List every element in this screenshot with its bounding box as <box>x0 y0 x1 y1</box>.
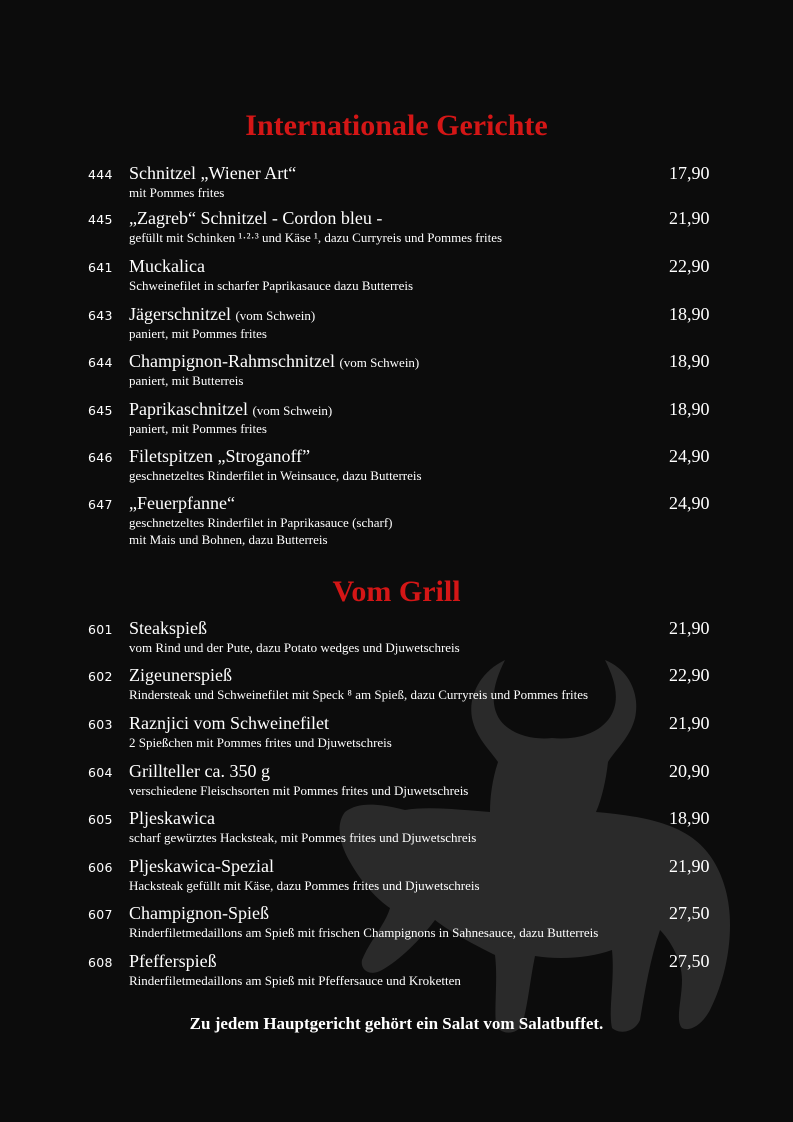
item-description: paniert, mit Pommes frites <box>129 421 267 436</box>
item-name: Pljeskawica <box>129 808 215 828</box>
item-description: geschnetzeltes Rinderfilet in Paprikasauce (scharf) mit Mais und Bohnen, dazu Butterreis <box>129 515 393 547</box>
item-price: 22,90 <box>669 256 710 276</box>
item-price: 27,50 <box>669 903 710 923</box>
item-number: 643 <box>88 308 113 323</box>
item-description: 2 Spießchen mit Pommes frites und Djuwetschreis <box>129 735 392 750</box>
item-price: 20,90 <box>669 761 710 781</box>
item-description: geschnetzeltes Rinderfilet in Weinsauce, dazu Butterreis <box>129 468 422 483</box>
item-number: 644 <box>88 355 113 370</box>
item-number: 601 <box>88 622 113 637</box>
item-price: 21,90 <box>669 856 710 876</box>
item-name: Jägerschnitzel (vom Schwein) <box>129 304 316 324</box>
item-price: 24,90 <box>669 493 710 513</box>
item-price: 18,90 <box>669 304 710 324</box>
item-number: 605 <box>88 812 113 827</box>
item-description: paniert, mit Pommes frites <box>129 326 267 341</box>
section-title-international: Internationale Gerichte <box>245 109 548 142</box>
item-description: Hacksteak gefüllt mit Käse, dazu Pommes frites und Djuwetschreis <box>129 878 480 893</box>
item-description: verschiedene Fleischsorten mit Pommes frites und Djuwetschreis <box>129 783 469 798</box>
item-number: 645 <box>88 403 113 418</box>
item-price: 21,90 <box>669 713 710 733</box>
item-name: „Zagreb“ Schnitzel - Cordon bleu - <box>129 208 383 228</box>
footer-note: Zu jedem Hauptgericht gehört ein Salat vom Salatbuffet. <box>189 1014 604 1033</box>
item-name: Raznjici vom Schweinefilet <box>129 713 329 733</box>
item-price: 17,90 <box>669 163 710 183</box>
item-description: paniert, mit Butterreis <box>129 373 244 388</box>
item-number: 641 <box>88 260 113 275</box>
section-title-grill: Vom Grill <box>332 575 461 608</box>
item-name: Grillteller ca. 350 g <box>129 761 270 781</box>
item-price: 22,90 <box>669 665 710 685</box>
item-description: Schweinefilet in scharfer Paprikasauce dazu Butterreis <box>129 278 414 293</box>
item-note: (vom Schwein) <box>252 403 333 418</box>
item-name: Champignon-Rahmschnitzel (vom Schwein) <box>129 351 420 371</box>
item-price: 18,90 <box>669 808 710 828</box>
item-number: 606 <box>88 860 113 875</box>
item-name: Muckalica <box>129 256 205 276</box>
item-number: 445 <box>88 212 113 227</box>
item-name: Pfefferspieß <box>129 951 217 971</box>
item-name: „Feuerpfanne“ <box>129 493 235 513</box>
item-description: vom Rind und der Pute, dazu Potato wedges und Djuwetschreis <box>129 640 460 655</box>
item-number: 444 <box>88 167 113 182</box>
item-number: 603 <box>88 717 113 732</box>
item-price: 18,90 <box>669 351 710 371</box>
item-description: gefüllt mit Schinken ¹·²·³ und Käse ¹, dazu Curryreis und Pommes frites <box>129 230 503 245</box>
item-number: 602 <box>88 669 113 684</box>
item-name: Schnitzel „Wiener Art“ <box>129 163 297 183</box>
item-name: Paprikaschnitzel (vom Schwein) <box>129 399 333 419</box>
item-price: 27,50 <box>669 951 710 971</box>
item-number: 604 <box>88 765 113 780</box>
item-number: 646 <box>88 450 113 465</box>
item-name: Zigeunerspieß <box>129 665 232 685</box>
item-price: 24,90 <box>669 446 710 466</box>
item-description: mit Pommes frites <box>129 185 225 200</box>
item-name: Champignon-Spieß <box>129 903 269 923</box>
item-price: 21,90 <box>669 208 710 228</box>
item-price: 21,90 <box>669 618 710 638</box>
item-description: scharf gewürztes Hacksteak, mit Pommes frites und Djuwetschreis <box>129 830 477 845</box>
item-number: 647 <box>88 497 113 512</box>
item-name: Steakspieß <box>129 618 207 638</box>
item-note: (vom Schwein) <box>235 308 316 323</box>
item-note: (vom Schwein) <box>339 355 420 370</box>
item-number: 608 <box>88 955 113 970</box>
item-description: Rinderfiletmedaillons am Spieß mit Pfeffersauce und Kroketten <box>129 973 461 988</box>
item-name: Filetspitzen „Stroganoff” <box>129 446 311 466</box>
item-description: Rindersteak und Schweinefilet mit Speck ⁸ am Spieß, dazu Curryreis und Pommes frites <box>129 687 589 702</box>
item-number: 607 <box>88 907 113 922</box>
item-price: 18,90 <box>669 399 710 419</box>
item-name: Pljeskawica-Spezial <box>129 856 274 876</box>
item-description: Rinderfiletmedaillons am Spieß mit frischen Champignons in Sahnesauce, dazu Butterreis <box>129 925 599 940</box>
